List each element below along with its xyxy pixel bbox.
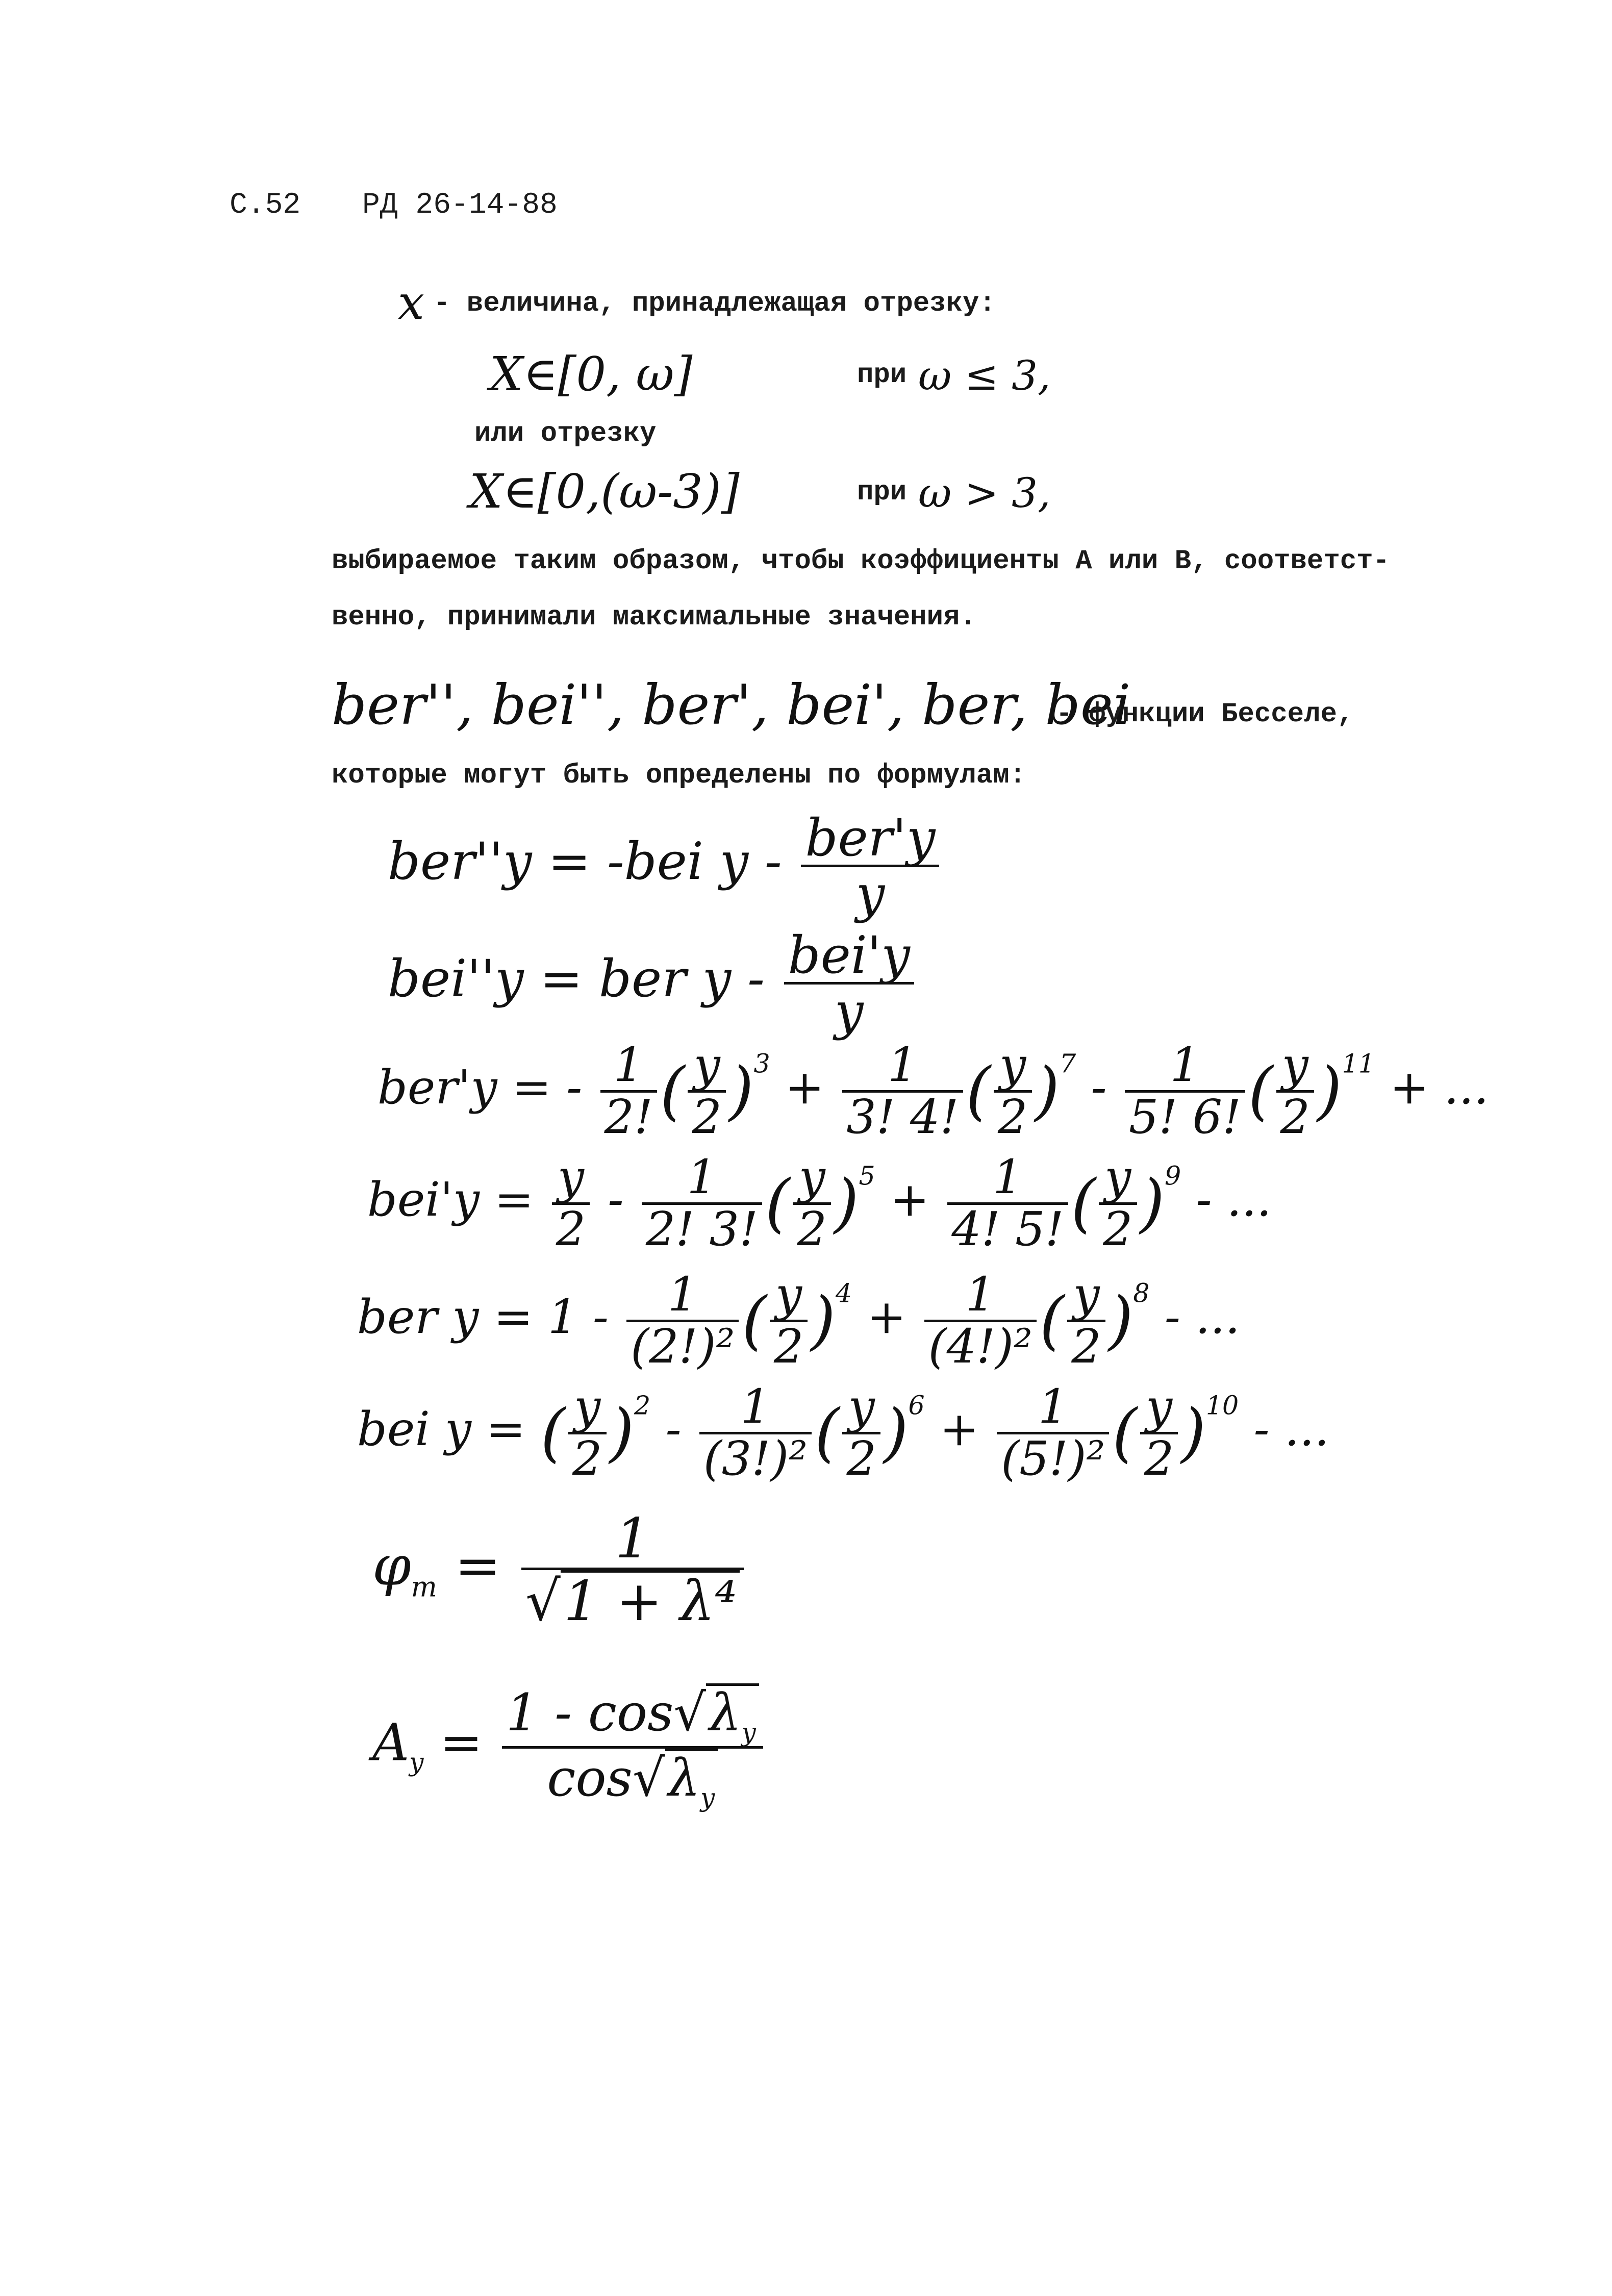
formula-ber: ber y = 1 - $\frac{1}{\text{(2!)²}}$ ( $\frac{y}{2}$ )$^4$ + $\frac{1}{\text{(4!)²}}$ ( $\frac{y}{2}$ )$^8$ - ...: [357, 1267, 1240, 1374]
formula-8-num-radicand-box: [706, 1683, 759, 1746]
formula-6-term-1-num: 1: [699, 1382, 812, 1434]
formula-6-operator-0: -: [665, 1402, 682, 1456]
formula-5-term-2-ratio: [1067, 1267, 1105, 1374]
formula-3-tail: + ...: [1390, 1060, 1489, 1115]
formula-5-term-2-num: 1: [924, 1270, 1037, 1322]
formula-6-tail: - ...: [1253, 1402, 1329, 1456]
formula-6-term-0-ratio: [568, 1379, 607, 1486]
formula-6-term-2-y: y: [1140, 1382, 1178, 1434]
formula-5-term-2-den: (4!)²: [928, 1319, 1032, 1374]
formula-6-term-1-coef: [699, 1379, 812, 1486]
formula-4-term-1-num: 1: [642, 1153, 762, 1205]
selection-text-line-2: венно, принимали максимальные значения.: [332, 602, 976, 633]
formula-bei-first-derivative: bei'y = $\frac{y}{2}$ - $\frac{1}{2! 3!}$ ( $\frac{y}{2}$ )$^5$ + $\frac{1}{4! 5!}$ ( $\frac{y}{2}$ )$^9$ - ...: [367, 1150, 1272, 1256]
formula-4-term-1-coef: [642, 1150, 762, 1256]
formula-3-lhs: ber'y = -: [377, 1060, 583, 1115]
formula-ber-first-derivative: ber'y = - $\frac{1}{2!}$ ( $\frac{y}{2}$ )$^3$ + $\frac{1}{3! 4!}$ ( $\frac{y}{2}$ )$^7$ - $\frac{1}{5! 6!}$ ( $\frac{y}{2}$ )$^{11}$ + ...: [377, 1038, 1489, 1144]
document-code: РД 26-14-88: [362, 189, 558, 222]
bessel-functions-description: - функции Бесселе,: [1056, 699, 1354, 730]
formula-3-operator-2: -: [1091, 1060, 1107, 1115]
formula-6-term-2-power: 10: [1205, 1390, 1239, 1421]
or-segment-text: или отрезку: [474, 418, 657, 449]
formula-8-equals: =: [440, 1712, 483, 1773]
formula-6-term-1-y: y: [842, 1382, 880, 1434]
formulas-intro-text: которые могут быть определены по формулам:: [332, 760, 1026, 791]
formula-3-term-3-coef: [1125, 1038, 1245, 1144]
formula-1-denominator: y: [855, 864, 885, 924]
formula-4-term-1-ratio: [793, 1150, 831, 1256]
formula-8-num-radicand: λ: [709, 1683, 742, 1743]
formula-8-num-prefix: 1 - cos: [506, 1683, 674, 1743]
formula-6-term-2-coef: [997, 1379, 1109, 1486]
formula-5-lhs: ber y = 1 -: [357, 1290, 609, 1344]
formula-7-lhs-subscript: т: [411, 1571, 437, 1603]
formula-5-term-1-coef: [626, 1267, 739, 1374]
formula-6-term-1-two: 2: [846, 1431, 876, 1486]
formula-2-lhs: bei''y = ber y -: [388, 949, 765, 1009]
formula-5-term-1-ratio: [770, 1267, 808, 1374]
formula-6-term-2-ratio: [1140, 1379, 1178, 1486]
formula-4-term-2-ratio: [1099, 1150, 1137, 1256]
formula-4-term-1-den: 2! 3!: [645, 1201, 759, 1256]
formula-6-lhs: bei y =: [357, 1402, 526, 1456]
formula-6-term-1-power: 6: [908, 1390, 925, 1421]
formula-7-radicand: 1 + λ⁴: [561, 1570, 740, 1630]
formula-4-operator-0: -: [608, 1172, 624, 1227]
formula-7-fraction: [521, 1507, 744, 1634]
formula-3-term-2-two: 2: [997, 1089, 1028, 1144]
formula-3-term-3-num: 1: [1125, 1041, 1245, 1093]
formula-3-term-2-num: 1: [842, 1041, 963, 1093]
formula-3-term-2-coef: [842, 1038, 963, 1144]
formula-4-term-1-two: 2: [797, 1201, 827, 1256]
formula-8-den-radicand-sub: y: [700, 1782, 715, 1812]
formula-7-lhs: φ: [372, 1534, 411, 1598]
formula-6-operator-1: +: [939, 1402, 979, 1456]
interval-2-condition-word: при: [857, 477, 907, 508]
formula-2-denominator: y: [835, 981, 864, 1041]
formula-3-term-1-den: 2!: [604, 1089, 653, 1144]
formula-5-term-1-num: 1: [626, 1270, 739, 1322]
formula-3-term-1-power: 3: [753, 1048, 770, 1079]
formula-8-fraction: [502, 1683, 763, 1811]
interval-1-condition: ω ≤ 3,: [918, 352, 1051, 399]
formula-8-lhs: A: [372, 1712, 410, 1773]
page-number: С.52: [230, 189, 301, 222]
x-symbol: x: [398, 275, 424, 330]
formula-4-operator-1: +: [890, 1172, 930, 1227]
formula-3-term-1-y: y: [688, 1041, 726, 1093]
formula-5-term-1-two: 2: [773, 1319, 804, 1374]
formula-4-term-2-num: 1: [947, 1153, 1068, 1205]
formula-6-term-0-two: 2: [572, 1431, 602, 1486]
selection-text-line-1: выбираемое таким образом, чтобы коэффициенты A или B, соответст-: [332, 546, 1390, 577]
formula-a-y: [372, 1683, 766, 1811]
formula-1-numerator: ber'y: [801, 811, 939, 867]
formula-8-num-radicand-sub: y: [741, 1718, 756, 1747]
formula-5-operator-1: +: [867, 1290, 906, 1344]
formula-3-term-1-ratio: [688, 1038, 726, 1144]
formula-4-term-2-power: 9: [1164, 1160, 1181, 1191]
formula-6-term-0-y: y: [568, 1382, 607, 1434]
formula-1-lhs: ber''y = -bei y -: [388, 831, 782, 892]
x-definition-text: - величина, принадлежащая отрезку:: [434, 288, 996, 319]
interval-2-condition: ω > 3,: [918, 469, 1051, 517]
formula-8-numerator: $1 - \cos√\lambda_y$: [502, 1683, 763, 1749]
formula-8-lhs-subscript: y: [409, 1747, 424, 1777]
formula-6-term-1-ratio: [842, 1379, 880, 1486]
formula-6-term-2-den: (5!)²: [1001, 1431, 1105, 1486]
formula-3-term-3-den: 5! 6!: [1128, 1089, 1242, 1144]
formula-4-lhs: bei'y =: [367, 1172, 534, 1227]
formula-3-term-1-num: 1: [600, 1041, 658, 1093]
formula-4-term-1-power: 5: [859, 1160, 875, 1191]
formula-8-denominator: $\cos√\lambda_y$: [502, 1749, 763, 1811]
formula-8-den-radicand-box: [665, 1749, 718, 1811]
formula-6-term-0-power: 2: [634, 1390, 651, 1421]
formula-7-equals: =: [455, 1534, 501, 1598]
formula-3-term-2-y: y: [994, 1041, 1032, 1093]
formula-5-term-2-two: 2: [1071, 1319, 1101, 1374]
interval-1-condition-word: при: [857, 360, 907, 391]
formula-7-numerator: 1: [521, 1510, 744, 1570]
formula-5-tail: - ...: [1164, 1290, 1240, 1344]
formula-2-numerator: bei'y: [784, 928, 914, 985]
formula-6-term-2-two: 2: [1144, 1431, 1174, 1486]
bessel-functions-list: ber'', bei'', ber', bei', ber, bei: [332, 673, 1131, 737]
formula-5-term-1-y: y: [770, 1270, 808, 1322]
formula-bei-second-derivative: [388, 925, 917, 1041]
interval-1-expression: X∈[0, ω]: [490, 347, 693, 401]
formula-3-term-3-ratio: [1276, 1038, 1315, 1144]
formula-4-term-1-y: y: [793, 1153, 831, 1205]
formula-3-term-3-power: 11: [1342, 1048, 1375, 1079]
formula-8-den-prefix: cos: [547, 1748, 633, 1808]
formula-3-term-1-two: 2: [692, 1089, 722, 1144]
formula-7-denominator: √1 + λ⁴: [521, 1570, 744, 1630]
formula-3-term-3-y: y: [1276, 1041, 1315, 1093]
formula-5-term-2-power: 8: [1133, 1278, 1150, 1308]
formula-5-term-1-den: (2!)²: [631, 1319, 735, 1374]
formula-3-operator-1: +: [785, 1060, 825, 1115]
formula-1-fraction: [801, 808, 939, 924]
formula-8-den-radicand: λ: [668, 1748, 700, 1808]
formula-5-term-2-coef: [924, 1267, 1037, 1374]
formula-4-tail: - ...: [1196, 1172, 1272, 1227]
formula-4-term-0: [552, 1150, 590, 1256]
formula-ber-second-derivative: [388, 808, 942, 924]
formula-4-term-2-den: 4! 5!: [951, 1201, 1064, 1256]
formula-5-term-1-power: 4: [835, 1278, 852, 1308]
formula-3-term-3-two: 2: [1280, 1089, 1311, 1144]
formula-4-term-0-num: y: [552, 1153, 590, 1205]
interval-2-expression: X∈[0,(ω-3)]: [469, 464, 740, 519]
formula-6-term-1-den: (3!)²: [703, 1431, 808, 1486]
formula-6-term-2-num: 1: [997, 1382, 1109, 1434]
formula-3-term-2-ratio: [994, 1038, 1032, 1144]
formula-3-term-2-den: 3! 4!: [846, 1089, 959, 1144]
formula-4-term-2-two: 2: [1102, 1201, 1133, 1256]
formula-5-term-2-y: y: [1067, 1270, 1105, 1322]
formula-4-term-0-den: 2: [556, 1201, 586, 1256]
formula-3-term-2-power: 7: [1059, 1048, 1076, 1079]
formula-bei: bei y = ( $\frac{y}{2}$ )$^2$ - $\frac{1}{\text{(3!)²}}$ ( $\frac{y}{2}$ )$^6$ + $\frac{1}{\text{(5!)²}}$ ( $\frac{y}{2}$ )$^{10}$ - ...: [357, 1379, 1329, 1486]
formula-2-fraction: [784, 925, 914, 1041]
formula-phi-t: [372, 1507, 747, 1634]
formula-3-term-1-coef: [600, 1038, 658, 1144]
formula-4-term-2-y: y: [1099, 1153, 1137, 1205]
formula-4-term-2-coef: [947, 1150, 1068, 1256]
